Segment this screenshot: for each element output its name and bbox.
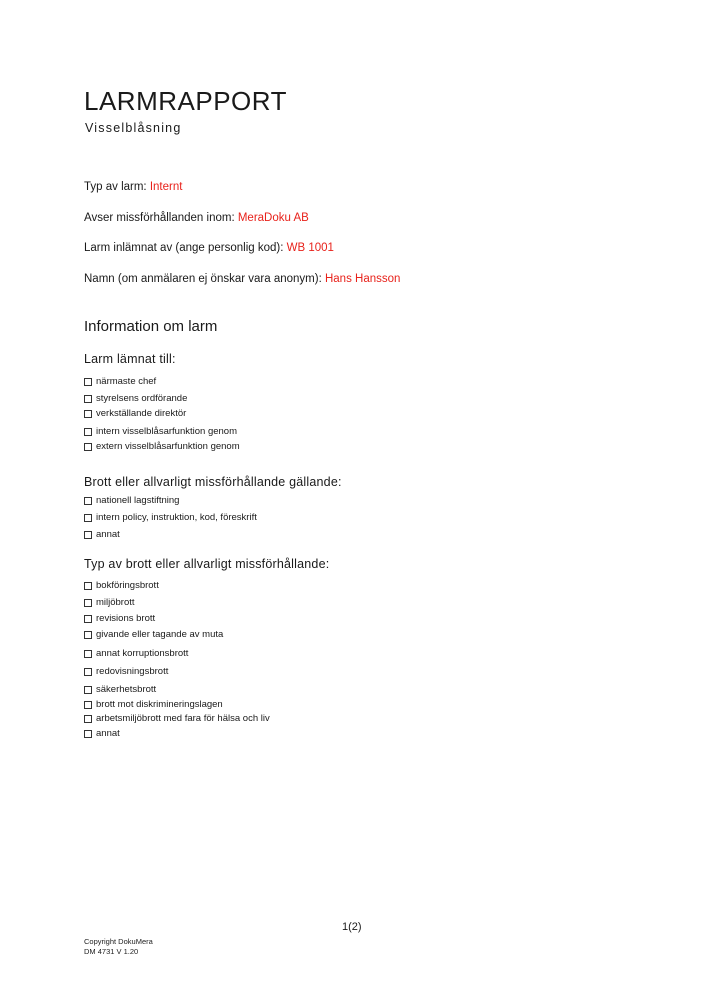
field-label: Typ av larm: [84, 181, 150, 193]
checkbox-icon[interactable] [84, 615, 92, 623]
checkbox-icon[interactable] [84, 730, 92, 738]
section-title: Information om larm [84, 318, 218, 335]
checkbox-option[interactable]: säkerhetsbrott [84, 684, 156, 695]
checkbox-icon[interactable] [84, 582, 92, 590]
checkbox-option[interactable]: givande eller tagande av muta [84, 629, 223, 640]
checkbox-option[interactable]: miljöbrott [84, 597, 135, 608]
field-name [84, 273, 400, 285]
checkbox-icon[interactable] [84, 497, 92, 505]
checkbox-icon[interactable] [84, 428, 92, 436]
checkbox-icon[interactable] [84, 668, 92, 676]
field-label: Larm inlämnat av (ange personlig kod): [84, 242, 287, 254]
group-title-reported-to: Larm lämnat till: [84, 352, 176, 366]
checkbox-option[interactable]: extern visselblåsarfunktion genom [84, 441, 240, 452]
field-value: Internt [149, 181, 183, 193]
checkbox-option[interactable]: intern policy, instruktion, kod, föreskrift [84, 512, 257, 523]
field-value: Hans Hansson [324, 273, 401, 285]
checkbox-icon[interactable] [84, 701, 92, 709]
footer-copyright: Copyright DokuMera [84, 937, 153, 946]
checkbox-icon[interactable] [84, 443, 92, 451]
field-value: WB 1001 [286, 242, 334, 254]
group-title-violation-regarding: Brott eller allvarligt missförhållande gällande: [84, 475, 342, 489]
footer-doc-id: DM 4731 V 1.20 [84, 947, 139, 956]
field-submitted-by [84, 242, 334, 254]
checkbox-icon[interactable] [84, 650, 92, 658]
checkbox-icon[interactable] [84, 599, 92, 607]
checkbox-option[interactable]: nationell lagstiftning [84, 495, 179, 506]
checkbox-icon[interactable] [84, 531, 92, 539]
checkbox-option[interactable]: intern visselblåsarfunktion genom [84, 426, 237, 437]
checkbox-option[interactable]: styrelsens ordförande [84, 393, 187, 404]
checkbox-icon[interactable] [84, 395, 92, 403]
page-number: 1(2) [342, 921, 362, 933]
checkbox-option[interactable]: brott mot diskrimineringslagen [84, 699, 223, 710]
checkbox-option[interactable]: annat [84, 728, 120, 739]
checkbox-option[interactable]: redovisningsbrott [84, 666, 168, 677]
checkbox-icon[interactable] [84, 631, 92, 639]
checkbox-icon[interactable] [84, 410, 92, 418]
checkbox-option[interactable]: annat korruptionsbrott [84, 648, 188, 659]
document-subtitle: Visselblåsning [85, 121, 182, 135]
checkbox-icon[interactable] [84, 514, 92, 522]
field-concerns [84, 212, 309, 224]
field-label: Namn (om anmälaren ej önskar vara anonym): [84, 273, 325, 285]
checkbox-option[interactable]: närmaste chef [84, 376, 156, 387]
checkbox-icon[interactable] [84, 686, 92, 694]
checkbox-option[interactable]: annat [84, 529, 120, 540]
group-title-violation-type: Typ av brott eller allvarligt missförhållande: [84, 557, 330, 571]
field-alarm-type [84, 181, 182, 193]
checkbox-option[interactable]: bokföringsbrott [84, 580, 159, 591]
checkbox-icon[interactable] [84, 378, 92, 386]
checkbox-option[interactable]: revisions brott [84, 613, 155, 624]
field-label: Avser missförhållanden inom: [84, 212, 238, 224]
field-value: MeraDoku AB [237, 212, 309, 224]
document-title: LARMRAPPORT [84, 86, 287, 116]
checkbox-option[interactable]: arbetsmiljöbrott med fara för hälsa och liv [84, 713, 270, 724]
checkbox-option[interactable]: verkställande direktör [84, 408, 186, 419]
checkbox-icon[interactable] [84, 715, 92, 723]
